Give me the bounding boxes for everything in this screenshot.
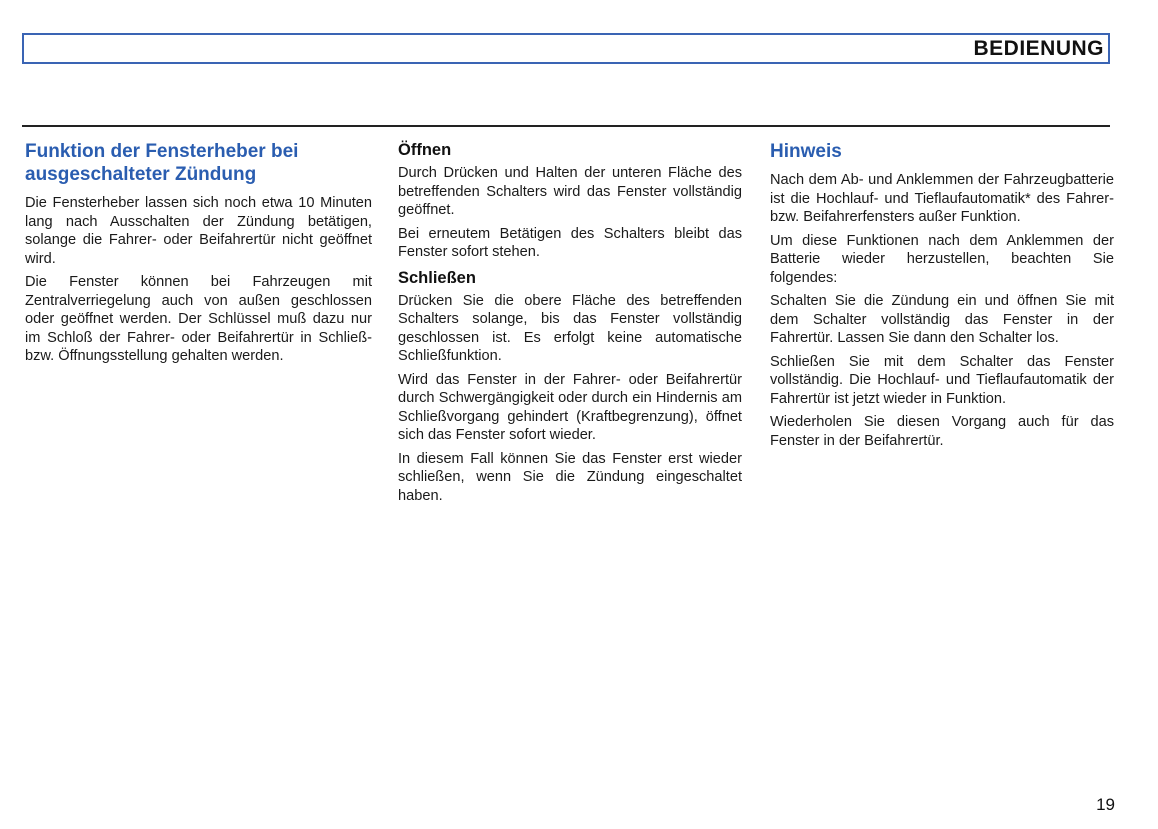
paragraph: Durch Drücken und Halten der unteren Fläche des betreffenden Schalters wird das Fenster vollständig geöffnet. (398, 165, 742, 218)
heading-open: Öffnen (398, 141, 452, 159)
column-middle (398, 140, 742, 510)
paragraph: Die Fenster können bei Fahrzeugen mit Zentralverriegelung auch von außen geschlossen oder geöffnet werden. Der Schlüssel muß dazu nur im Schloß der Fahrer- oder Beifahrertür in Schließ- bzw. Öffnungsstellung gehalten werden. (25, 274, 372, 364)
section-header-box (22, 33, 1110, 64)
paragraph: Um diese Funktionen nach dem Anklemmen der Batterie wieder herzustellen, beachten Sie folgendes: (770, 232, 1114, 286)
paragraph: Nach dem Ab- und Anklemmen der Fahrzeugbatterie ist die Hochlauf- und Tieflaufautomatik* des Fahrer- bzw. Beifahrerfensters außer Funktion. (770, 172, 1114, 225)
paragraph: Bei erneutem Betätigen des Schalters bleibt das Fenster sofort stehen. (398, 225, 742, 260)
heading-close: Schließen (398, 268, 476, 287)
column-right (770, 140, 1114, 455)
horizontal-rule (22, 125, 1110, 127)
paragraph: Drücken Sie die obere Fläche des betreffenden Schalters solange, bis das Fenster vollständig geschlossen ist. Es erfolgt keine automatische Schließfunktion. (398, 292, 742, 364)
paragraph: Wiederholen Sie diesen Vorgang auch für das Fenster in der Beifahrertür. (770, 414, 1114, 449)
column-left (25, 140, 372, 371)
heading-window-function: Funktion der Fensterheber bei ausgeschalteter Zündung (25, 141, 299, 185)
paragraph: Die Fensterheber lassen sich noch etwa 10 Minuten lang nach Ausschalten der Zündung betätigen, solange die Fahrer- oder Beifahrertür nicht geöffnet wird. (25, 195, 372, 267)
heading-note: Hinweis (770, 141, 842, 162)
paragraph: Schalten Sie die Zündung ein und öffnen Sie mit dem Schalter vollständig das Fenster in der Fahrertür. Lassen Sie dann den Schalter los. (770, 293, 1114, 346)
paragraph: Schließen Sie mit dem Schalter das Fenster vollständig. Die Hochlauf- und Tieflaufautomatik der Fahrertür ist jetzt wieder in Funktion. (770, 353, 1114, 407)
paragraph: Wird das Fenster in der Fahrer- oder Beifahrertür durch Schwergängigkeit oder durch ein Hindernis am Schließvorgang gehindert (Kraftbegrenzung), öffnet sich das Fenster sofort wieder. (398, 371, 742, 443)
page-number: 19 (1096, 795, 1115, 814)
section-title: BEDIENUNG (973, 37, 1104, 60)
paragraph: In diesem Fall können Sie das Fenster erst wieder schließen, wenn Sie die Zündung eingeschaltet haben. (398, 450, 742, 504)
